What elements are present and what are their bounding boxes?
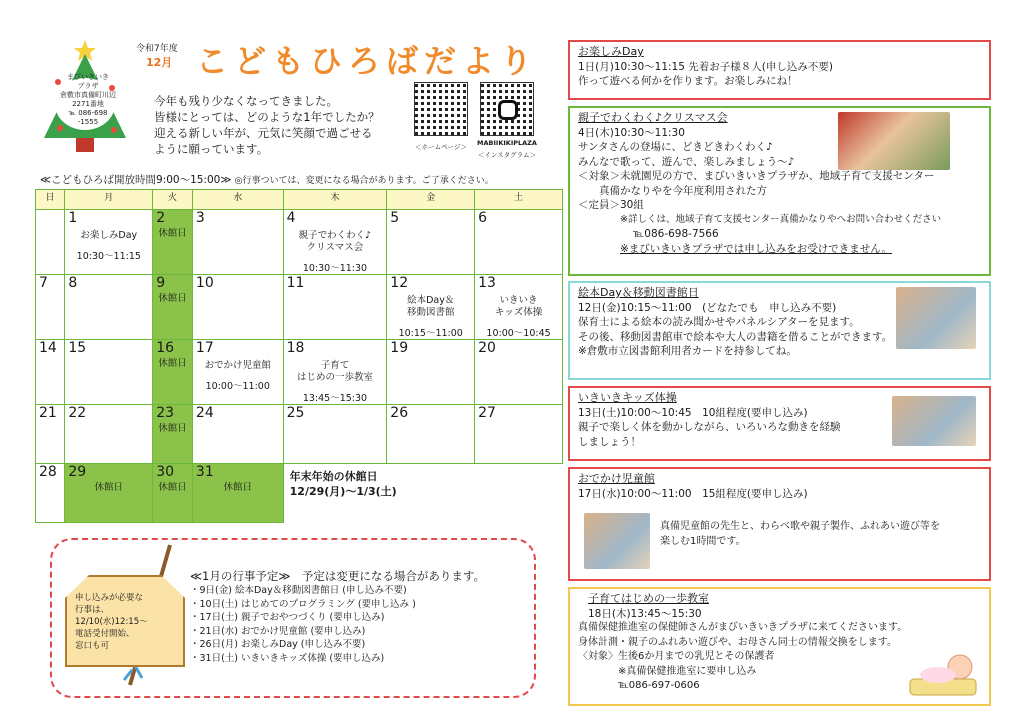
event-line: 親子で楽しく体を動かしながら、いろいろな動きを経験 — [578, 421, 841, 433]
event-otanoshimi-day — [568, 40, 991, 100]
event-line: 〈対象〉生後6か月までの乳児とその保護者 — [578, 651, 775, 662]
event-heading: 子育てはじめの一歩教室 — [588, 592, 709, 605]
day-number: 2 — [156, 210, 166, 226]
event-heading: 親子でわくわく♪クリスマス会 — [578, 111, 728, 124]
day-event: 親子でわくわく♪ クリスマス会 — [298, 230, 372, 253]
calendar-day-cell — [36, 210, 65, 275]
day-number: 15 — [68, 340, 87, 356]
calendar-day-cell — [283, 275, 387, 340]
month-label: 12月 — [146, 56, 173, 69]
calendar-day-cell — [65, 405, 153, 464]
day-event-time: 10:00～11:00 — [205, 381, 270, 392]
calendar-day-cell — [387, 405, 475, 464]
day-number: 22 — [68, 405, 87, 421]
intro-line: ように願っています。 — [154, 142, 269, 156]
intro-line: 皆様にとっては、どのような1年でしたか？ — [154, 110, 380, 124]
calendar-day-cell — [153, 464, 193, 523]
day-event: 休館日 — [158, 228, 187, 239]
day-number: 26 — [390, 405, 409, 421]
event-line: 4日(木)10:30～11:30 — [578, 126, 685, 139]
calendar-week-row — [36, 340, 563, 405]
event-note: ※まびいきいきプラザでは申し込みをお受けできません。 — [620, 242, 892, 255]
event-line: その後、移動図書館車で絵本や大人の書籍を借ることができます。 — [578, 330, 893, 343]
calendar-day-cell — [153, 405, 193, 464]
fiscal-year: 令和7年度 — [136, 44, 178, 54]
event-line: 真備かなりやを今年度利用された方 — [578, 184, 767, 197]
event-line: 真備児童館の先生と、わらべ歌や親子製作、ふれあい遊び等を — [660, 521, 940, 532]
kids-exercise-photo — [892, 396, 976, 446]
event-heading: 絵本Day＆移動図書館日 — [578, 286, 699, 299]
day-number: 24 — [195, 405, 214, 421]
qr-home-caption: ＜ホームページ＞ — [415, 143, 467, 151]
newyear-title: 年末年始の休館日 — [289, 470, 378, 483]
org-line: まびいきいき — [67, 73, 109, 81]
event-line: ℡086-697-0606 — [578, 680, 700, 691]
calendar-day-cell — [283, 405, 387, 464]
day-event: 休館日 — [94, 482, 124, 493]
day-number: 11 — [286, 275, 305, 291]
day-event-time: 10:30～11:15 — [76, 251, 141, 262]
list-item: ・31日(土) いきいきキッズ体操 (要申し込み) — [190, 652, 385, 664]
day-number: 13 — [478, 275, 496, 291]
org-info — [60, 73, 116, 127]
event-kids-exercise — [568, 386, 991, 461]
calendar-day-cell — [192, 340, 283, 405]
day-number: 7 — [39, 275, 48, 291]
calendar-week-row — [36, 275, 563, 340]
event-line: 18日(木)13:45～15:30 — [588, 607, 702, 620]
event-line: みんなで歌って、遊んで、楽しみましょう～♪ — [578, 155, 795, 168]
event-odekake-jidokan — [568, 467, 991, 581]
day-number: 10 — [195, 275, 214, 291]
weekday-header: 金 — [387, 190, 475, 210]
calendar-day-cell — [475, 275, 563, 340]
calendar-day-cell — [192, 210, 283, 275]
calendar-day-cell — [192, 464, 283, 523]
org-line: ℡ 086-698 — [68, 109, 108, 117]
day-number: 9 — [156, 275, 166, 291]
day-number: 16 — [156, 340, 175, 356]
day-event: 休館日 — [158, 293, 187, 304]
list-item: ・10日(土) はじめてのプログラミング (要申し込み ) — [190, 598, 416, 610]
calendar-week-row — [36, 464, 563, 523]
day-number: 20 — [478, 340, 496, 356]
baby-scale-icon — [904, 647, 982, 701]
day-number: 8 — [68, 275, 78, 291]
day-event: 休館日 — [158, 358, 187, 369]
day-number: 19 — [390, 340, 409, 356]
day-number: 5 — [390, 210, 400, 226]
calendar-day-cell — [36, 405, 65, 464]
list-item: ・17日(土) 親子でおやつづくり (要申し込み) — [190, 612, 385, 623]
day-number: 27 — [478, 405, 496, 421]
calendar-day-cell — [475, 340, 563, 405]
event-line: 12日(金)10:15～11:00 (どなたでも 申し込み不要) — [578, 301, 837, 314]
day-number: 4 — [286, 210, 296, 226]
calendar-day-cell — [387, 275, 475, 340]
ema-line: 電話受付開始、 — [75, 629, 135, 639]
event-line: しましょう！ — [578, 435, 641, 448]
calendar-day-cell — [153, 340, 193, 405]
calendar-day-cell — [65, 210, 153, 275]
event-parenting-class — [568, 587, 991, 706]
event-line: サンタさんの登場に、どきどきわくわく♪ — [578, 141, 773, 153]
day-event: 休館日 — [158, 482, 187, 493]
event-heading: いきいきキッズ体操 — [578, 391, 677, 404]
calendar-day-cell — [475, 210, 563, 275]
weekday-header: 土 — [475, 190, 563, 210]
event-line: ＜対象＞未就園児の方で、まびいきいきプラザか、地域子育て支援センター — [578, 170, 935, 182]
picture-book-photo — [896, 287, 976, 349]
org-line: 2271番地 — [72, 100, 104, 108]
event-line: 1日(月)10:30～11:15 先着お子様８人(申し込み不要) — [578, 60, 833, 73]
event-body — [660, 519, 940, 549]
calendar-day-cell — [36, 275, 65, 340]
weekday-header: 月 — [65, 190, 153, 210]
event-heading: おでかけ児童館 — [578, 472, 655, 485]
calendar-day-cell — [36, 340, 65, 405]
day-event: 子育て はじめの一歩教室 — [296, 360, 373, 383]
event-line: 身体計測・親子のふれあい遊びや、お母さん同士の情報交換をします。 — [578, 636, 897, 648]
event-line: 真備保健推進室の保健師さんがまびいきいきプラザに来てくださいます。 — [578, 622, 908, 633]
day-event: お楽しみDay — [80, 230, 138, 241]
christmas-party-photo — [838, 112, 950, 170]
event-line: ＜定員＞30組 — [578, 199, 644, 211]
calendar-day-cell — [283, 340, 387, 405]
calendar-day-cell — [192, 275, 283, 340]
day-event: おでかけ児童館 — [204, 360, 271, 371]
jidokan-photo — [584, 513, 650, 569]
ema-line: 行事は、 — [75, 605, 110, 615]
calendar-day-cell — [387, 340, 475, 405]
event-heading: お楽しみDay — [578, 45, 644, 58]
day-number: 21 — [39, 405, 57, 421]
calendar-day-cell — [65, 340, 153, 405]
event-line: 17日(水)10:00～11:00 15組程度(要申し込み) — [578, 487, 808, 500]
event-line: ※倉敷市立図書館利用者カードを持参してね。 — [578, 345, 797, 357]
hours-note: ◎行事ついては、変更になる場合があります。ご了承ください。 — [234, 176, 494, 186]
day-number: 6 — [478, 210, 488, 226]
weekday-header: 火 — [153, 190, 193, 210]
newyear-closure — [283, 464, 562, 523]
calendar-day-cell — [65, 464, 153, 523]
day-number: 28 — [39, 464, 57, 480]
open-hours — [40, 172, 494, 187]
calendar-day-cell — [387, 210, 475, 275]
day-number: 3 — [195, 210, 205, 226]
ema-line: 申し込みが必要な — [75, 593, 144, 603]
event-line: ※真備保健推進室に要申し込み — [578, 665, 757, 677]
intro-text — [154, 93, 380, 157]
day-event-time: 10:00～10:45 — [486, 328, 551, 339]
day-number: 25 — [286, 405, 305, 421]
calendar-week-row — [36, 405, 563, 464]
day-number: 29 — [68, 464, 87, 480]
event-phone: ℡086-698-7566 — [633, 228, 719, 240]
org-line: 倉敷市真備町川辺 — [60, 91, 116, 99]
day-event-time: 13:45～15:30 — [302, 393, 368, 404]
day-event-time: 10:15～11:00 — [398, 328, 463, 339]
calendar-day-cell — [192, 405, 283, 464]
calendar-day-cell — [475, 405, 563, 464]
list-item: ・21日(水) おでかけ児童館 (要申し込み) — [190, 625, 366, 637]
ema-text — [75, 592, 185, 652]
event-line: 楽しむ1時間です。 — [660, 536, 746, 547]
day-event: いきいき キッズ体操 — [494, 295, 543, 318]
calendar-day-cell — [283, 210, 387, 275]
qr-insta-caption: ＜インスタグラム＞ — [477, 151, 537, 159]
ema-line: 12/10(水)12:15～ — [75, 617, 148, 627]
calendar-table — [35, 189, 563, 523]
newyear-dates: 12/29(月)～1/3(土) — [289, 485, 397, 498]
calendar-day-cell — [65, 275, 153, 340]
page-title: こどもひろばだより — [196, 42, 539, 80]
instagram-qr-code[interactable] — [480, 82, 534, 136]
event-christmas-party — [568, 106, 991, 276]
january-title: ≪1月の行事予定≫ 予定は変更になる場合があります。 — [190, 569, 485, 583]
day-number: 30 — [156, 464, 175, 480]
ema-line: 窓口も可 — [75, 641, 110, 651]
event-picture-book-day — [568, 281, 991, 380]
instagram-icon — [498, 100, 518, 120]
hours-label: ≪こどもひろば開放時間9:00～15:00≫ — [40, 174, 232, 186]
calendar-day-cell — [36, 464, 65, 523]
intro-line: 迎える新しい年が、元気に笑顔で過ごせる — [154, 126, 373, 140]
day-number: 14 — [39, 340, 57, 356]
list-item: ・26日(月) お楽しみDay (申し込み不要) — [190, 639, 366, 650]
calendar-day-cell — [153, 275, 193, 340]
org-line: プラザ — [77, 82, 99, 90]
calendar-week-row — [36, 210, 563, 275]
org-line: -1555 — [77, 118, 99, 126]
calendar-day-cell — [153, 210, 193, 275]
weekday-header: 日 — [36, 190, 65, 210]
day-number: 1 — [68, 210, 78, 226]
day-number: 31 — [195, 464, 214, 480]
day-number: 12 — [390, 275, 409, 291]
day-event: 休館日 — [223, 482, 253, 493]
january-event-list — [190, 584, 416, 665]
event-line: 13日(土)10:00～10:45 10組程度(要申し込み) — [578, 406, 808, 419]
calendar-header-row — [36, 190, 563, 210]
qr-insta-name: MABIIKIKIPLAZA — [477, 139, 537, 147]
weekday-header: 水 — [192, 190, 283, 210]
day-number: 17 — [195, 340, 214, 356]
day-number: 23 — [156, 405, 175, 421]
event-line: 保育士による絵本の読み聞かせやパネルシアターを見ます。 — [578, 316, 860, 328]
day-event-time: 10:30～11:30 — [302, 263, 368, 274]
intro-line: 今年も残り少なくなってきました。 — [154, 94, 338, 108]
homepage-qr-code[interactable] — [414, 82, 468, 136]
day-event: 絵本Day＆ 移動図書館 — [406, 295, 455, 318]
event-note: ※詳しくは、地域子育て支援センター真備かなりやへお問い合わせください — [620, 213, 942, 225]
event-line: 作って遊べる何かを作ります。お楽しみにね！ — [578, 75, 798, 87]
day-event: 休館日 — [158, 423, 187, 434]
list-item: ・9日(金) 絵本Day＆移動図書館日 (申し込み不要) — [190, 585, 407, 596]
day-number: 18 — [286, 340, 305, 356]
weekday-header: 木 — [283, 190, 387, 210]
